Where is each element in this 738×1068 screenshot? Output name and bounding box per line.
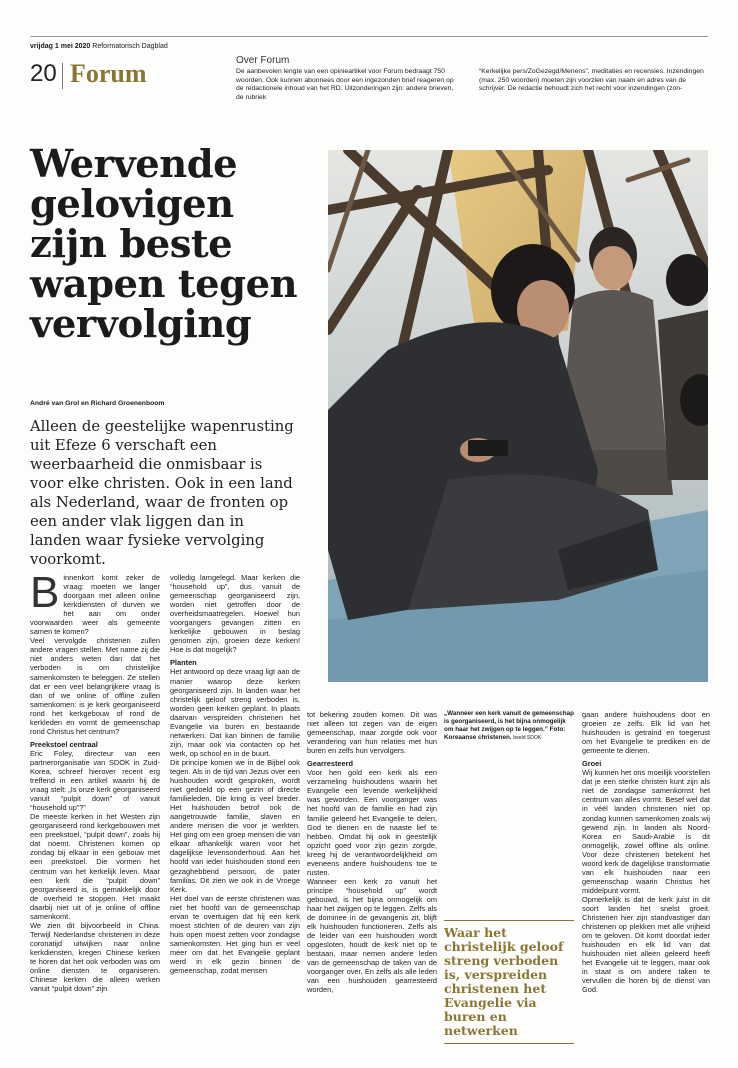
- page-number: 20: [30, 60, 57, 87]
- caption-text: „Wanneer een kerk vanuit de gemeenschap is georganiseerd, is het bijna onmogelijk om haar het zwijgen op te leggen.” Foto: Koreaanse christenen.: [444, 710, 574, 741]
- publication-name: Reformatorisch Dagblad: [92, 43, 168, 50]
- dateline: [30, 43, 168, 50]
- col3-paragraph-1: tot bekering zouden komen. Dit was niet alleen tot zegen van de eigen gemeenschap, maar zorgde ook voor verandering van hun relaties met hun buren en zelfs hun vervolgers.: [307, 710, 437, 756]
- forum-info-col2: “Kerkelijke pers/ZoGezegd/Menens”, meditaties en recensies. Inzendingen (max. 250 woorden) moeten zijn voorzien van naam en adres van de schrijver. De redactie behoudt zich het recht voor inzendingen (zon-: [479, 68, 704, 93]
- caption-credit: beeld SDOK: [513, 735, 542, 741]
- col5-paragraph-3: Opmerkelijk is dat de kerk juist in dit soort landen het snelst groeit. Christenen hier zijn standvastiger dan christenen op plekken met alle vrijheid om te geloven. Dit komt doordat ieder huishouden en elk lid van dat huishouden niet alleen geleerd heeft het Evangelie uit te leggen, maar ook in staat is om andere taken te vervullen die horen bij de dienst van God.: [582, 894, 710, 995]
- col2-paragraph-4: Het doel van de eerste christenen was niet het hoofd van de gemeenschap ervan te overtuigen dat hij een kerk moest stichten of de deuren van zijn huis open moest zetten voor zondagse samenkomsten. Het ging hun er veel meer om dat het Evangelie geplant werd in elk gezin binnen de gemeenschap, zodat mensen: [170, 893, 300, 976]
- subheading-preekstoel: Preekstoel centraal: [30, 739, 98, 749]
- article-column-2: [170, 573, 300, 975]
- subheading-groei: Groei: [582, 759, 602, 769]
- photo-illustration: [328, 150, 708, 682]
- col1-paragraph-5: We zien dit bijvoorbeeld in China. Terwijl Nederlandse christenen in deze coronatijd uitwijken naar online kerkdiensten, kregen Chinese kerken te horen dat het ook verboden was om online diensten te organiseren. Chinese kerken die alleen werken vanuit “pulpit down” zijn: [30, 920, 160, 994]
- subheading-gearresteerd: Gearresteerd: [307, 759, 354, 769]
- article-lead: Alleen de geestelijke wapenrusting uit Efeze 6 verschaft een weerbaarheid die onmisbaar is voor elke christen. Ook in een land als Nederland, waar de fronten op een ander vlak liggen dan in landen waar fysieke vervolging voorkomt.: [30, 418, 294, 568]
- article-column-1: [30, 568, 160, 994]
- col5-paragraph-2: Wij kunnen het ons moeilijk voorstellen dat je een sterke christen kunt zijn als niet de zondagse samenkomst het centrum van alles vormt. Besef wel dat in véél landen christenen niet op zondag kunnen samenkomen zoals wij gewend zijn. In landen als Noord-Korea en Saudi-Arabië is dit onmogelijk, zowel offline als online. Voor deze christenen betekent het woord kerk de dagelijkse transformatie van elk huishouden naar een gemeenschap waarin Christus het middelpunt vormt.: [582, 768, 710, 895]
- col3-paragraph-2: Voor hen gold een kerk als een verzameling huishoudens waarin het Evangelie een levende werkelijkheid was geworden. Een voorganger was het hoofd van de familie en had zijn familie geleerd het Evangelie te delen, God te dienen en de naaste lief te hebben. Omdat hij ook in geestelijk opzicht goed voor zijn gezin zorgde, kreeg hij de verantwoordelijkheid om eveneens andere huishoudens toe te rusten.: [307, 768, 437, 877]
- article-column-5: [582, 710, 710, 994]
- page-number-divider: [62, 63, 63, 89]
- col2-paragraph-3: Dit principe komen we in de Bijbel ook tegen. Als in de tijd van Jezus over een huishouden wordt gesproken, wordt niet gedoeld op een gezin of directe familieleden. Die kring is veel breder. Het huishouden betrof ook de aangetrouwde familie, slaven en andere mensen die voor je werkten. Het ging om een groep mensen die van elkaar afhankelijk waren voor het dagelijkse levensonderhoud. Aan het hoofd van ieder huishouden stond een gezaghebbend persoon, de pater familias. Dit zien we ook in de Vroege Kerk.: [170, 757, 300, 894]
- col1-paragraph-2: Veel vervolgde christenen zullen andere vragen stellen. Met name zij die niet anders weten dan dat het verboden is om christelijke samenkomsten te beleggen. Ze stellen dat er een veel belangrijkere vraag is dan of we online of offline zullen samenkomen: is je kerk georganiseerd rond het kerkgebouw of rond de kerkleden en vormt de gemeenschap rond Christus het centrum?: [30, 636, 160, 736]
- col2-paragraph-2: Het antwoord op deze vraag ligt aan de manier waarop deze kerken georganiseerd zijn. In landen waar het christelijk geloof streng verboden is, worden geen kerken geplant. In plaats daarvan verspreiden christenen het Evangelie via buren en bestaande netwerken. Dat kan binnen de familie zijn, maar ook via contacten op het werk, op school en in de buurt.: [170, 667, 300, 758]
- issue-date: vrijdag 1 mei 2020: [30, 43, 91, 50]
- forum-info-title: Over Forum: [236, 55, 290, 66]
- col1-paragraph-4: De meeste kerken in het Westen zijn georganiseerd rond kerkgebouwen met een preekstoel, “pulpit down”, zoals hij dat noemt. Christenen komen op zondag bij elkaar in een gebouw met een preekstoel. Die vormen het centrum van het kerkelijk leven. Maar een kerk die “pulpit down” georganiseerd is, is gemakkelijk door de overheid te stoppen. Het maakt daarbij niet uit of je online of offline samenkomt.: [30, 812, 160, 921]
- pull-quote: Waar het christelijk geloof streng verboden is, verspreiden christenen het Evangelie via buren en netwerken: [444, 920, 574, 1044]
- col1-paragraph-3: Eric Foley, directeur van een partnerorganisatie van SDOK in Zuid-Korea, schreef hierover recent erg treffend in een artikel waarin hij de vraag stelt: „Is onze kerk georganiseerd vanuit “pulpit down” of vanuit “household up”?”: [30, 748, 160, 813]
- col5-paragraph-1: gaan andere huishoudens door en groeien ze zelfs. Elk lid van het huishouden is getraind en toegerust om het Evangelie te prediken en de gemeente te dienen.: [582, 710, 710, 756]
- col3-paragraph-3: Wanneer een kerk zo vanuit het principe “household up” wordt gebouwd, is het bijna onmogelijk om haar het zwijgen op te leggen. Zelfs als de dominee in de gevangenis zit, blijft elk huishouden functioneren. Zelfs als de leider van een huishouden wordt opgesloten, houdt de kerk niet op te bestaan, maar nemen andere leden van de gemeenschap de taken van de voorganger over. En zelfs als alle leden van een huishouden gearresteerd worden,: [307, 876, 437, 995]
- article-photo: [328, 150, 708, 682]
- drop-cap: B: [30, 568, 60, 617]
- col2-paragraph-1: volledig lamgelegd. Maar kerken die “household up”, dus vanuit de gemeenschap georganiseerd zijn, worden niet getroffen door de overheidsmaatregelen. Hoewel hun voorgangers gevangen zitten en kerkelijke gebouwen in beslag genomen zijn, groeien deze kerken! Hoe is dat mogelijk?: [170, 573, 300, 655]
- top-rule: [30, 36, 708, 37]
- article-headline: Wervende gelovigen zijn beste wapen tegen vervolging: [30, 142, 298, 347]
- forum-info-col1: De aanbevolen lengte van een opinieartikel voor Forum bedraagt 750 woorden. Ook kunnen abonnees door een ingezonden brief reageren op de redactionele inhoud van het RD. Uitzonderingen zijn: andere brieven, de rubriek: [236, 68, 454, 101]
- section-title: Forum: [70, 59, 147, 88]
- subheading-planten: Planten: [170, 658, 197, 668]
- col1-paragraph-1: innenkort komt zeker de vraag: moeten we langer doorgaan met alleen online kerkdiensten of durven we het aan om onder voorwaarden weer als gemeente samen te komen?: [30, 573, 160, 637]
- photo-caption: [444, 710, 574, 742]
- article-column-3: [307, 710, 437, 994]
- article-byline: André van Grol en Richard Groenenboom: [30, 400, 165, 407]
